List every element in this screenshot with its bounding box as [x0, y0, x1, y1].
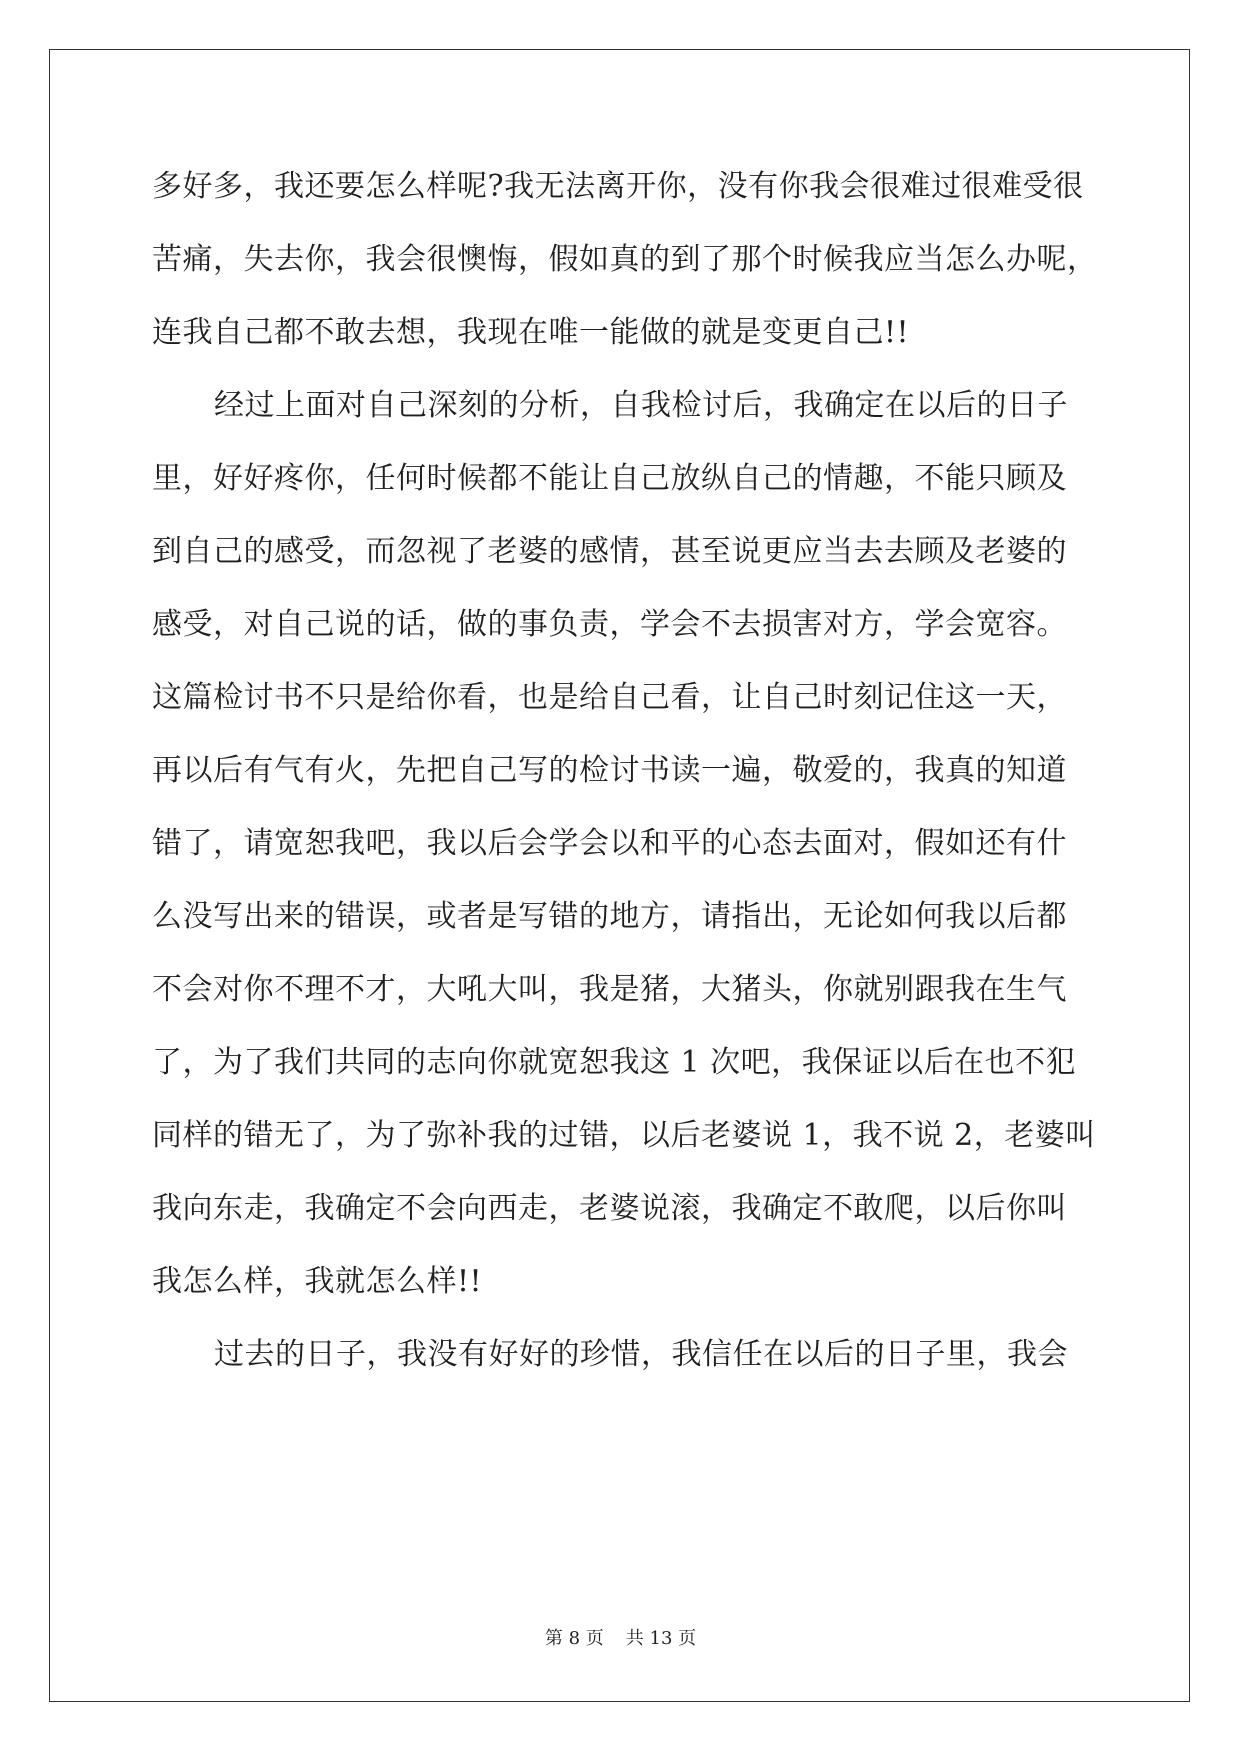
text-line: 错了，请宽恕我吧，我以后会学会以和平的心态去面对，假如还有什: [152, 826, 1067, 861]
page-border: [49, 49, 1190, 1702]
text-line: 到自己的感受，而忽视了老婆的感情，甚至说更应当去去顾及老婆的: [152, 534, 1067, 569]
paragraph-start-line: 经过上面对自己深刻的分析，自我检讨后，我确定在以后的日子: [214, 388, 1068, 423]
page-footer: [0, 1628, 1241, 1650]
text-line: 同样的错无了，为了弥补我的过错，以后老婆说 1，我不说 2，老婆叫: [152, 1118, 1096, 1153]
text-line: 再以后有气有火，先把自己写的检讨书读一遍，敬爱的，我真的知道: [152, 753, 1067, 788]
text-line: 多好多，我还要怎么样呢?我无法离开你，没有你我会很难过很难受很: [152, 169, 1084, 204]
total-pages: 共 13 页: [625, 1628, 697, 1649]
text-line: 么没写出来的错误，或者是写错的地方，请指出，无论如何我以后都: [152, 899, 1067, 934]
text-line: 感受，对自己说的话，做的事负责，学会不去损害对方，学会宽容。: [152, 607, 1067, 642]
text-line: 我怎么样，我就怎么样!!: [152, 1264, 483, 1299]
text-line: 里，好好疼你，任何时候都不能让自己放纵自己的情趣，不能只顾及: [152, 461, 1067, 496]
paragraph-start-line: 过去的日子，我没有好好的珍惜，我信任在以后的日子里，我会: [214, 1337, 1068, 1372]
text-line: 这篇检讨书不只是给你看，也是给自己看，让自己时刻记住这一天，: [152, 680, 1067, 715]
text-line: 连我自己都不敢去想，我现在唯一能做的就是变更自己!!: [152, 315, 910, 350]
text-line: 不会对你不理不才，大吼大叫，我是猪，大猪头，你就别跟我在生气: [152, 972, 1067, 1007]
text-line: 了，为了我们共同的志向你就宽恕我这 1 次吧，我保证以后在也不犯: [152, 1045, 1077, 1080]
text-line: 我向东走，我确定不会向西走，老婆说滚，我确定不敢爬，以后你叫: [152, 1191, 1067, 1226]
page-number: 第 8 页: [544, 1628, 604, 1649]
text-line: 苦痛，失去你，我会很懊悔，假如真的到了那个时候我应当怎么办呢，: [152, 242, 1098, 277]
